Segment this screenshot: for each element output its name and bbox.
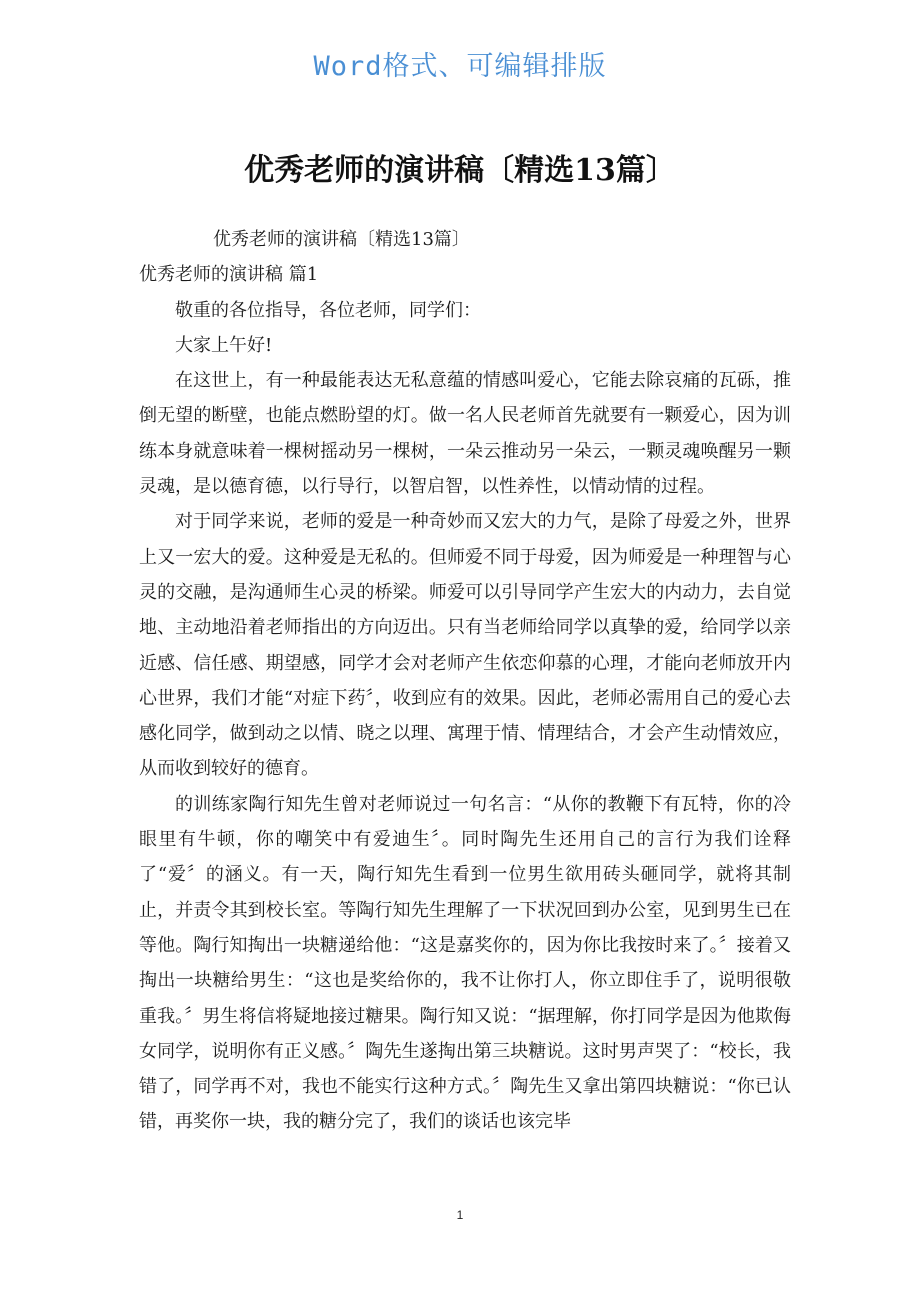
- section-heading: 优秀老师的演讲稿 篇1: [139, 264, 319, 286]
- document-body: [139, 222, 791, 1140]
- document-subtitle: 优秀老师的演讲稿〔精选13篇〕: [213, 229, 470, 250]
- header-banner: Word格式、可编辑排版: [313, 51, 607, 82]
- document-title: 优秀老师的演讲稿〔精选13篇〕: [244, 153, 676, 188]
- paragraph-salutation: 大家上午好!: [175, 334, 273, 356]
- paragraph-love: 在这世上，有一种最能表达无私意蕴的情感叫爱心，它能去除哀痛的瓦砾，推倒无望的断壁，也能点燃盼望的灯。做一名人民老师首先就要有一颗爱心，因为训练本身就意味着一棵树摇动另一棵树，一朵云推动另一朵云，一颗灵魂唤醒另一颗灵魂，是以德育德，以行导行，以智启智，以性养性，以情动情的过程。: [139, 370, 791, 498]
- page-number: 1: [456, 1208, 464, 1222]
- paragraph-teacher-love: 对于同学来说，老师的爱是一种奇妙而又宏大的力气，是除了母爱之外，世界上又一宏大的爱。这种爱是无私的。但师爱不同于母爱，因为师爱是一种理智与心灵的交融，是沟通师生心灵的桥梁。师爱可以引导同学产生宏大的内动力，去自觉地、主动地沿着老师指出的方向迈出。只有当老师给同学以真挚的爱，给同学以亲近感、信任感、期望感，同学才会对老师产生依恋仰慕的心理，才能向老师放开内心世界，我们才能“对症下药〞，收到应有的效果。因此，老师必需用自己的爱心去感化同学，做到动之以情、晓之以理、寓理于情、情理结合，才会产生动情效应，从而收到较好的德育。: [139, 511, 791, 780]
- paragraph-tao-xingzhi: 的训练家陶行知先生曾对老师说过一句名言：“从你的教鞭下有瓦特，你的冷眼里有牛顿，你的嘲笑中有爱迪生〞。同时陶先生还用自己的言行为我们诠释了“爱〞的涵义。有一天，陶行知先生看到一位男生欲用砖头砸同学，就将其制止，并责令其到校长室。等陶行知先生理解了一下状况回到办公室，见到男生已在等他。陶行知掏出一块糖递给他：“这是嘉奖你的，因为你比我按时来了。〞接着又掏出一块糖给男生：“这也是奖给你的，我不让你打人，你立即住手了，说明很敬重我。〞男生将信将疑地接过糖果。陶行知又说：“据理解，你打同学是因为他欺侮女同学，说明你有正义感。〞陶先生遂掏出第三块糖说。这时男声哭了：“校长，我错了，同学再不对，我也不能实行这种方式。〞陶先生又拿出第四块糖说：“你已认错，再奖你一块，我的糖分完了，我们的谈话也该完毕: [139, 793, 791, 1133]
- paragraph-greeting: 敬重的各位指导，各位老师，同学们：: [175, 299, 481, 321]
